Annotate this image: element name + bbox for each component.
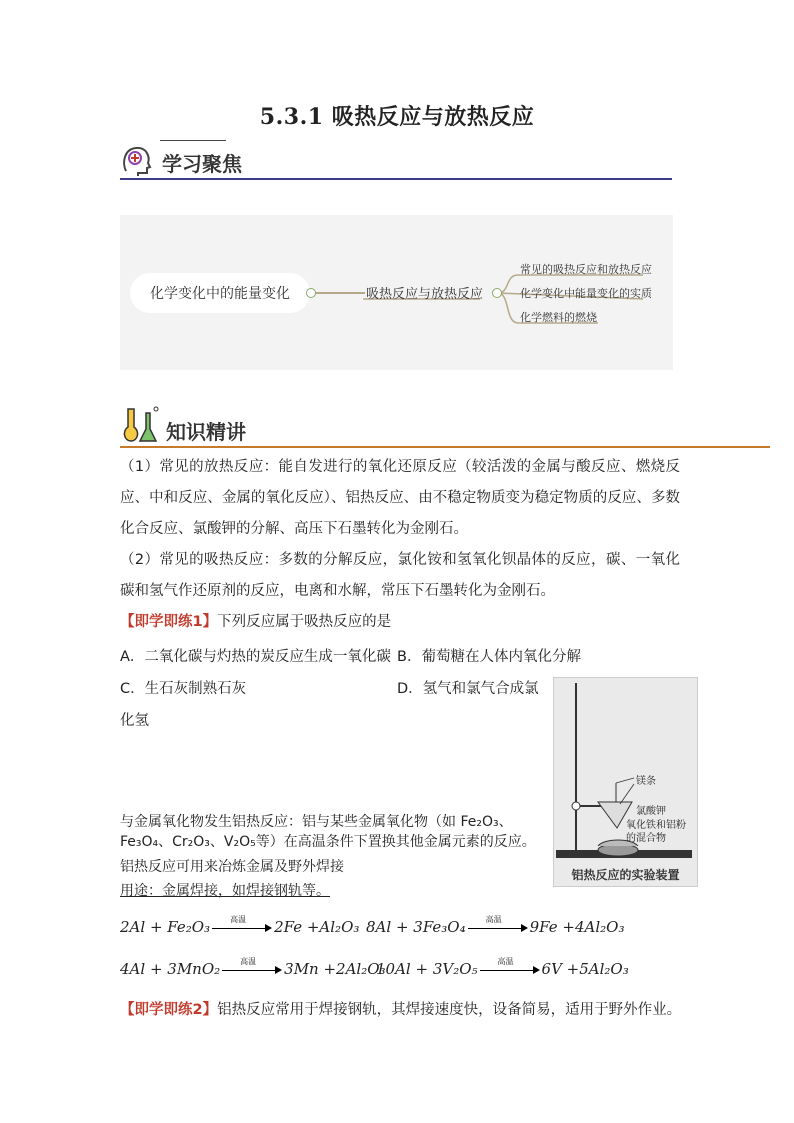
mind-map	[120, 215, 673, 370]
label-mixture-2: 的混合物	[626, 833, 666, 844]
equation-1: 2Al + Fe₂O₃ 高温 2Fe +Al₂O₃	[120, 915, 360, 936]
usage-line: 用途：金属焊接，如焊接钢轨等。	[120, 883, 330, 899]
paragraph-exothermic: （1）常见的放热反应：能自发进行的氧化还原反应（较活泼的金属与酸反应、燃烧反应、中和反应、金属的氧化反应）、铝热反应、由不稳定物质变为稳定物质的反应、多数化合反应、氯酸钾的分解、高压下石墨转化为金刚石。	[120, 459, 680, 537]
decorative-line	[160, 140, 226, 141]
paragraph-endothermic: （2）常见的吸热反应：多数的分解反应，氯化铵和氢氧化钡晶体的反应，碳、一氧化碳和氢气作还原剂的反应，电离和水解，常压下石墨转化为金刚石。	[120, 552, 680, 599]
apparatus-drawing	[554, 678, 697, 886]
figure-caption: 铝热反应的实验装置	[571, 868, 680, 882]
section-heading-text: 学习聚焦	[162, 152, 242, 176]
exercise-question: 下列反应属于吸热反应的是	[217, 614, 392, 630]
thermite-apparatus-figure	[553, 677, 698, 887]
option-a[interactable]: A．二氧化碳与灼热的炭反应生成一氧化碳	[120, 649, 391, 665]
collapse-icon[interactable]	[492, 288, 502, 298]
label-kclo3: 氯酸钾	[636, 806, 666, 817]
heading-underline	[120, 178, 672, 180]
mind-map-leaf: 化学变化中能量变化的实质	[520, 287, 652, 300]
brain-icon	[120, 143, 154, 177]
option-d[interactable]: D．氢气和氯气合成氯	[397, 681, 539, 697]
exercise-2	[120, 995, 690, 1026]
equation-4: 10Al + 3V₂O₅ 高温 6V +5Al₂O₃	[376, 957, 629, 978]
page-title: 5.3.1 吸热反应与放热反应	[259, 104, 535, 130]
option-b[interactable]: B．葡萄糖在人体内氧化分解	[397, 649, 581, 665]
reaction-arrow: 高温	[468, 923, 528, 933]
mind-map-branch: 吸热反应与放热反应	[366, 287, 484, 302]
option-d-continued: 化氢	[120, 713, 149, 729]
flask-icon	[120, 405, 160, 445]
mind-map-leaf: 常见的吸热反应和放热反应	[520, 263, 652, 276]
label-mixture: 氧化铁和铝粉	[626, 820, 686, 831]
equation-2: 8Al + 3Fe₃O₄ 高温 9Fe +4Al₂O₃	[366, 915, 625, 936]
thermite-use-line: 铝热反应可用来冶炼金属及野外焊接	[120, 859, 344, 875]
heading-underline	[120, 446, 770, 448]
exercise-label: 【即学即练2】	[120, 1002, 218, 1018]
section-heading-text: 知识精讲	[166, 420, 246, 444]
mind-map-leaf: 化学燃料的燃烧	[520, 311, 597, 324]
mind-map-root: 化学变化中的能量变化	[130, 273, 310, 313]
reaction-arrow: 高温	[222, 965, 282, 975]
thermite-paragraph: 与金属氧化物发生铝热反应：铝与某些金属氧化物（如 Fe₂O₃、Fe₃O₄、Cr₂O₃、V₂O₅等）在高温条件下置换其他金属元素的反应。	[120, 814, 536, 850]
equation-3: 4Al + 3MnO₂ 高温 3Mn +2Al₂O₃	[120, 957, 386, 978]
option-c[interactable]: C．生石灰制熟石灰	[120, 681, 247, 697]
section-heading-knowledge	[120, 408, 770, 448]
reaction-arrow: 高温	[212, 923, 272, 933]
section-heading-focus	[120, 140, 672, 180]
collapse-icon[interactable]	[306, 288, 316, 298]
exercise-text: 铝热反应常用于焊接钢轨，其焊接速度快，设备简易，适用于野外作业。	[217, 1002, 682, 1018]
exercise-label: 【即学即练1】	[120, 614, 218, 630]
exercise-1	[120, 607, 680, 638]
reaction-arrow: 高温	[480, 965, 540, 975]
label-mg: 镁条	[636, 776, 656, 787]
